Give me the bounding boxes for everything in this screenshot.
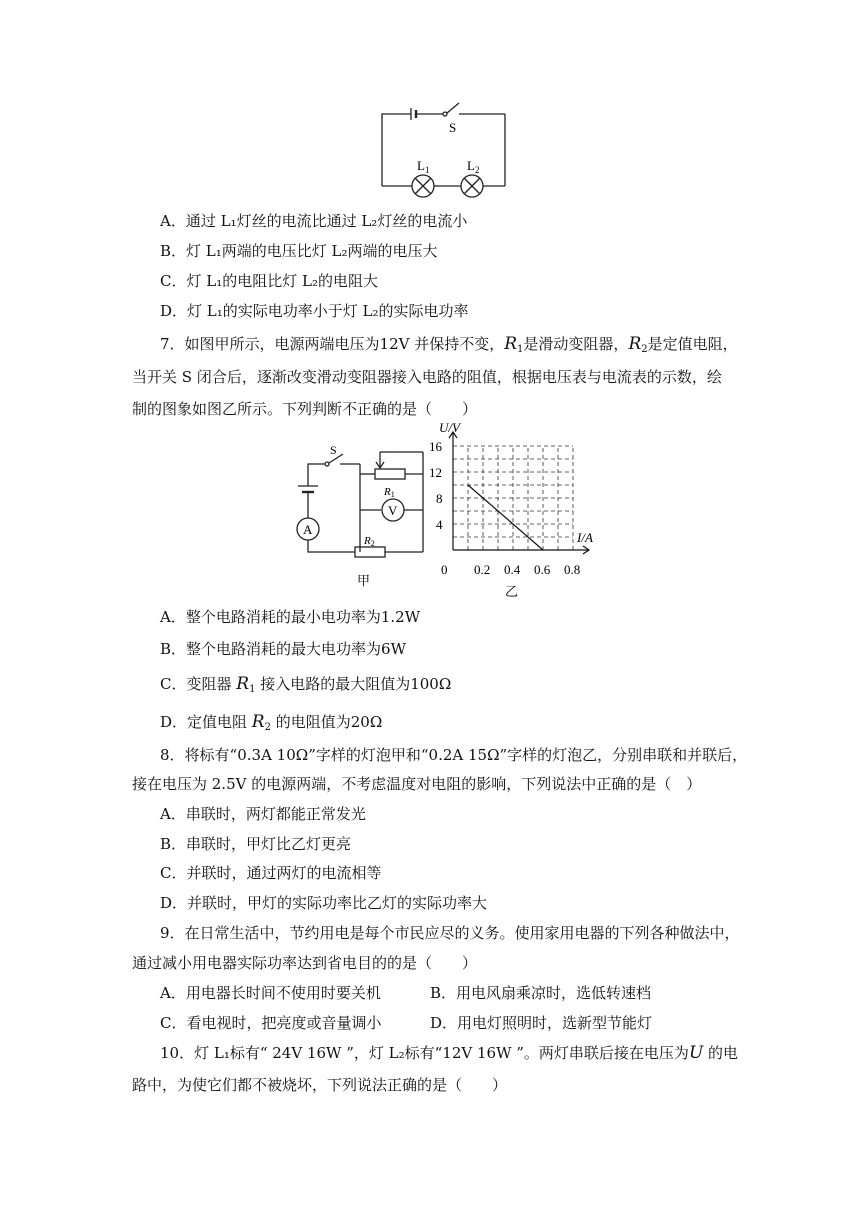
x-tick-label: 0.4 xyxy=(504,562,521,577)
switch-pivot xyxy=(443,112,447,116)
caption-yi: 乙 xyxy=(505,584,519,599)
q6-option-a: A．通过 L₁灯丝的电流比通过 L₂灯丝的电流小 xyxy=(160,212,468,230)
y-tick-label: 4 xyxy=(436,517,443,532)
switch-pivot xyxy=(325,462,329,466)
q7-option-b: B．整个电路消耗的最大电功率为6W xyxy=(160,640,406,658)
caption-jia: 甲 xyxy=(357,573,371,588)
q7-option-c: C．变阻器 $R_1$ 接入电路的最大阻值为100Ω xyxy=(160,674,452,695)
origin-label: 0 xyxy=(441,562,448,577)
voltmeter-label: V xyxy=(388,503,398,518)
q7-stem-line3: 制的图象如图乙所示。下列判断不正确的是（ ） xyxy=(132,400,478,418)
q9-option-b: B．用电风扇乘凉时，选低转速档 xyxy=(430,984,652,1002)
chart-grid xyxy=(453,446,573,550)
q8-stem-line2: 接在电压为 2.5V 的电源两端，不考虑温度对电阻的影响，下列说法中正确的是（ ） xyxy=(132,775,702,793)
lamp1-label: $L_1$ xyxy=(417,158,430,175)
switch-label: S xyxy=(330,443,337,457)
q6-option-c: C．灯 L₁的电阻比灯 L₂的电阻大 xyxy=(160,272,378,290)
y-axis-label: U/V xyxy=(439,420,460,435)
x-tick-label: 0.2 xyxy=(474,562,491,577)
r1-label: R1 xyxy=(384,486,395,499)
q8-option-d: D．并联时，甲灯的实际功率比乙灯的实际功率大 xyxy=(160,894,488,912)
q8-stem-line1: 8．将标有“0.3A 10Ω”字样的灯泡甲和“0.2A 15Ω”字样的灯泡乙，分别串联和并联后， xyxy=(160,746,748,764)
x-tick-label: 0.8 xyxy=(564,562,581,577)
q8-option-b: B．串联时，甲灯比乙灯更亮 xyxy=(160,835,352,853)
series-lamp-circuit xyxy=(375,100,515,200)
q9-stem-line1: 9．在日常生活中，节约用电是每个市民应尽的义务。使用家用电器的下列各种做法中， xyxy=(160,924,740,942)
ammeter-label: A xyxy=(303,522,313,537)
rheostat-r1 xyxy=(375,469,405,479)
q8-option-a: A．串联时，两灯都能正常发光 xyxy=(160,805,366,823)
chart-series-line xyxy=(468,485,543,550)
x-axis-label: I/A xyxy=(577,530,593,545)
q10-stem-line2: 路中，为使它们都不被烧坏，下列说法正确的是（ ） xyxy=(132,1076,508,1094)
u-i-chart xyxy=(425,420,610,603)
circuit-jia xyxy=(285,440,430,600)
q10-stem-line1: 10．灯 L₁标有“ 24V 16W ”，灯 L₂标有“12V 16W ”。两灯串联后接在电压为U 的电 xyxy=(160,1043,739,1063)
q7-stem-line1: 7．如图甲所示，电源两端电压为12V 并保持不变，$R_1$是滑动变阻器，$R_2$是定值电阻， xyxy=(160,334,738,355)
r2-label: R2 xyxy=(364,535,375,548)
q7-option-d: D．定值电阻 $R_2$ 的电阻值为20Ω xyxy=(160,712,383,733)
y-tick-label: 12 xyxy=(429,465,442,480)
q9-stem-line2: 通过减小用电器实际功率达到省电目的的是（ ） xyxy=(132,954,478,972)
q8-option-c: C．并联时，通过两灯的电流相等 xyxy=(160,864,382,882)
q6-option-d: D．灯 L₁的实际电功率小于灯 L₂的实际电功率 xyxy=(160,302,469,320)
switch-label: S xyxy=(449,120,457,135)
q9-option-d: D．用电灯照明时，选新型节能灯 xyxy=(430,1014,653,1032)
y-tick-label: 8 xyxy=(436,491,443,506)
switch-blade xyxy=(447,103,459,113)
y-tick-label: 16 xyxy=(429,439,442,454)
q9-option-a: A．用电器长时间不使用时要关机 xyxy=(160,984,381,1002)
x-tick-label: 0.6 xyxy=(534,562,551,577)
q7-stem-line2: 当开关 S 闭合后，逐渐改变滑动变阻器接入电路的阻值，根据电压表与电流表的示数，绘 xyxy=(132,368,722,386)
q6-option-b: B．灯 L₁两端的电压比灯 L₂两端的电压大 xyxy=(160,242,438,260)
q9-option-c: C．看电视时，把亮度或音量调小 xyxy=(160,1014,382,1032)
lamp2-label: $L_2$ xyxy=(467,158,480,175)
q7-option-a: A．整个电路消耗的最小电功率为1.2W xyxy=(160,608,421,626)
